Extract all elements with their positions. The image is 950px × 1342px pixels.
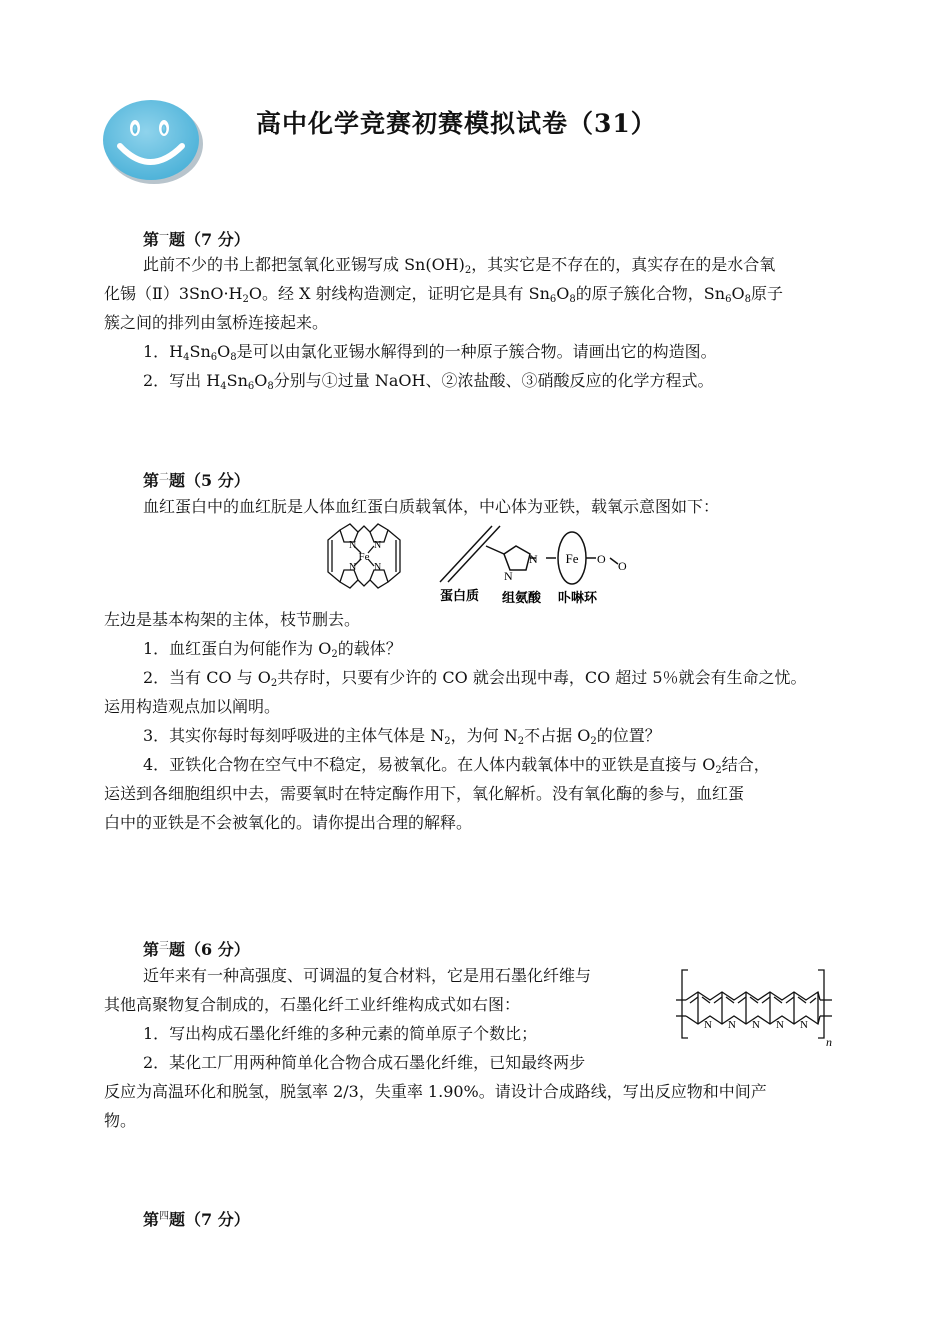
q1-intro-line3: 簇之间的排列由氢桥连接起来。 <box>104 313 329 332</box>
n-label: N <box>529 552 538 566</box>
q1-sub2: 2．写出 $H_4Sn_6O_8$分别与①过量 NaOH、②浓盐酸、③硝酸反应的化学方程式。 <box>143 371 714 392</box>
n-label: N <box>349 540 357 551</box>
o-label: O <box>597 552 606 566</box>
porphyrin-structure-diagram <box>318 518 410 594</box>
q3-line1: 近年来有一种高强度、可调温的复合材料，它是用石墨化纤维与 <box>143 966 592 985</box>
q2-sub2-line2: 运用构造观点加以阐明。 <box>104 697 281 716</box>
q2-heading: 第$^二$题（5 分） <box>143 471 250 490</box>
q3-heading: 第$^三$题（6 分） <box>143 940 250 959</box>
q4-heading: 第$^四$题（7 分） <box>143 1210 250 1229</box>
n-label: N <box>728 1019 736 1031</box>
q3-line6: 物。 <box>104 1111 137 1130</box>
q2-sub1: 1．血红蛋白为何能作为 $O_2$的载体？ <box>143 639 402 660</box>
q2-intro: 血红蛋白中的血红朊是人体血红蛋白质载氧体，中心体为亚铁，载氧示意图如下： <box>143 497 720 516</box>
oxygen-binding-diagram <box>434 522 640 608</box>
fe-label: Fe <box>358 551 370 563</box>
fe-label: Fe <box>565 551 579 566</box>
n-label: N <box>752 1019 760 1031</box>
q1-heading: 第$^一$题（7 分） <box>143 230 250 249</box>
n-label: N <box>374 540 382 551</box>
q1-intro-line2: 化锡$(Ⅱ)3SnO\cdot H_2O$。经 X 射线构造测定，证明它是具有 $Sn_6O_8$的原子簇化合物，$Sn_6O_8$原子 <box>104 284 783 305</box>
smiley-face-icon <box>100 96 204 188</box>
graphite-fiber-structure-diagram <box>674 966 838 1048</box>
repeat-subscript: n <box>826 1035 832 1048</box>
q3-line2: 其他高聚物复合制成的，石墨化纤工业纤维构成式如右图： <box>104 995 521 1014</box>
o-label: O <box>618 559 627 573</box>
q3-sub1: 1．写出构成石墨化纤维的多种元素的简单原子个数比； <box>143 1024 538 1043</box>
porphyrin-label: 卟啉环 <box>558 591 598 606</box>
n-label: N <box>800 1019 808 1031</box>
n-label: N <box>349 562 357 573</box>
q2-sub4-line3: 白中的亚铁是不会被氧化的。请你提出合理的解释。 <box>104 813 473 832</box>
q2-note: 左边是基本构架的主体，枝节删去。 <box>104 610 361 629</box>
q2-sub4-line2: 运送到各细胞组织中去，需要氧时在特定酶作用下，氧化解析。没有氧化酶的参与，血红蛋 <box>104 784 745 803</box>
q1-sub1: 1．$H_4Sn_6O_8$是可以由氯化亚锡水解得到的一种原子簇合物。请画出它的构造图。 <box>143 342 717 363</box>
q3-sub2: 2．某化工厂用两种简单化合物合成石墨化纤维，已知最终两步 <box>143 1053 586 1072</box>
q2-sub2: 2．当有 CO 与 $O_2$共存时，只要有少许的 CO 就会出现中毒，CO 超过 5％就会有生命之忧。 <box>143 668 807 689</box>
protein-label: 蛋白质 <box>440 589 480 604</box>
n-label: N <box>704 1019 712 1031</box>
q3-line5: 反应为高温环化和脱氢，脱氢率 2/3，失重率 1.90%。请设计合成路线，写出反应物和中间产 <box>104 1082 767 1101</box>
q2-sub4: 4．亚铁化合物在空气中不稳定，易被氧化。在人体内载氧体中的亚铁是直接与 $O_2$结合， <box>143 755 770 776</box>
n-label: N <box>504 569 513 583</box>
q2-sub3: 3．其实你每时每刻呼吸进的主体气体是 $N_2$，为何 $N_2$不占据 $O_2$的位置？ <box>143 726 661 747</box>
q1-intro-line1: 此前不少的书上都把氢氧化亚锡写成 $Sn(OH)_2$，其实它是不存在的，真实存在的是水合氧 <box>143 255 776 276</box>
histidine-label: 组氨酸 <box>502 591 542 606</box>
n-label: N <box>374 562 382 573</box>
page-title: 高中化学竞赛初赛模拟试卷（31） <box>256 109 657 138</box>
n-label: N <box>776 1019 784 1031</box>
